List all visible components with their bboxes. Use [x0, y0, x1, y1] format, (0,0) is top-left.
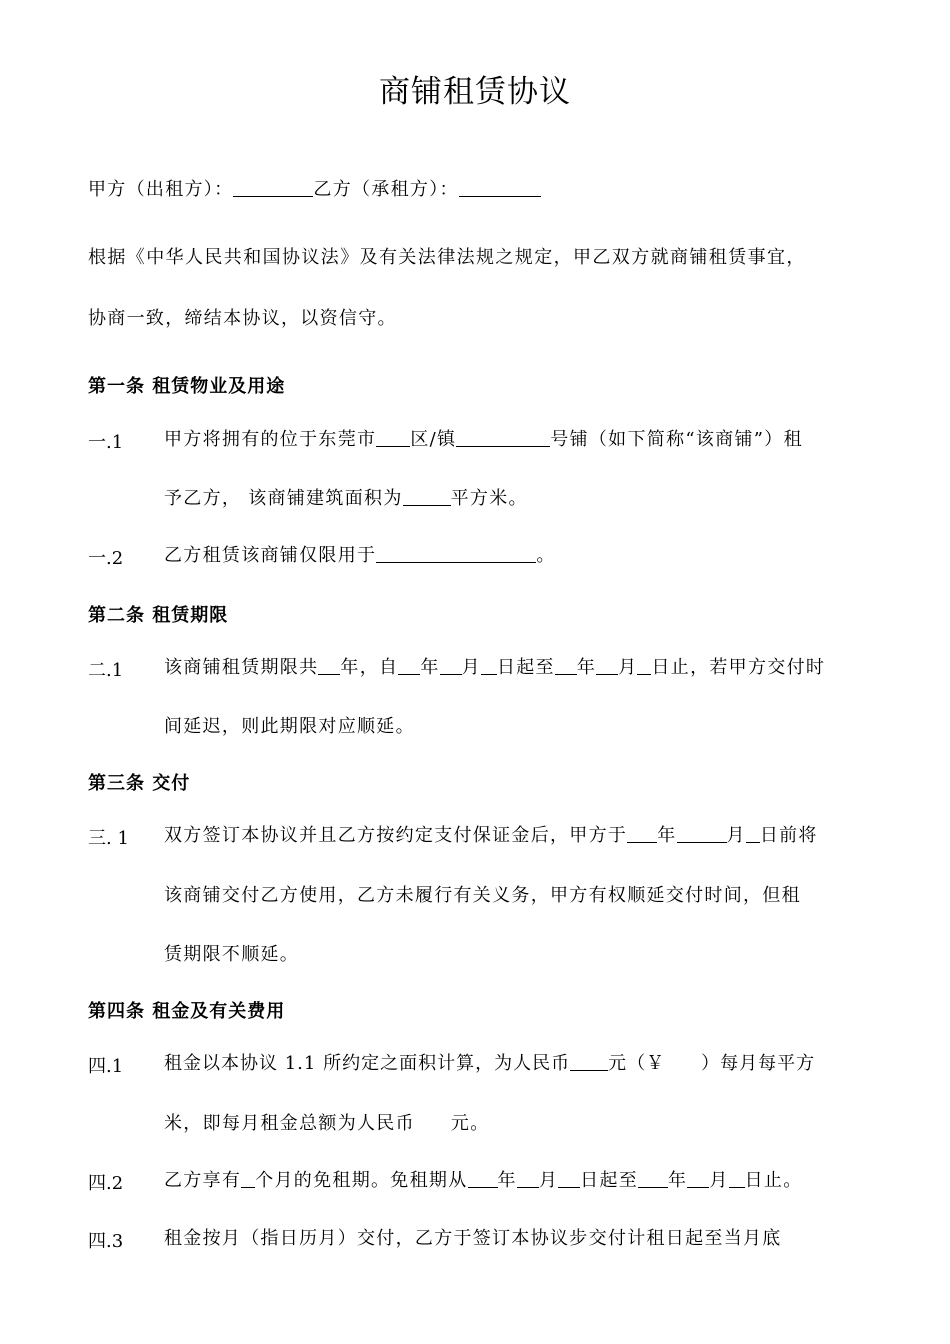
start-month-blank[interactable]: [440, 656, 462, 675]
clause-text: 乙方享有: [164, 1170, 242, 1191]
clause-3-1-line-3: 赁期限不顺延。: [164, 944, 300, 965]
clause-3-1-line-2: 该商铺交付乙方使用，乙方未履行有关义务，甲方有权顺延交付时间，但租: [164, 885, 801, 906]
preamble-line-2: 协商一致，缔结本协议，以资信守。: [88, 308, 397, 329]
article-2-heading: 第二条 租赁期限: [88, 605, 229, 626]
clause-4-1-line-1: [164, 1052, 815, 1076]
end-year-blank[interactable]: [555, 656, 577, 675]
rent-rate-blank[interactable]: [570, 1052, 608, 1071]
clause-1-2-line-1: [164, 544, 556, 568]
clause-text: 月: [538, 1170, 559, 1191]
clause-text: 日起至: [496, 657, 555, 678]
start-day-blank[interactable]: [481, 656, 497, 675]
clause-text: 日起至: [580, 1170, 639, 1191]
clause-text: 月: [709, 1170, 729, 1191]
party-b-blank[interactable]: [459, 178, 541, 197]
clause-3-1-number: 三. 1: [88, 828, 129, 849]
district-blank[interactable]: [376, 428, 410, 447]
delivery-year-blank[interactable]: [627, 824, 657, 843]
clause-text: 年: [420, 657, 440, 678]
clause-text: 双方签订本协议并且乙方按约定支付保证金后，甲方于: [164, 825, 628, 846]
free-end-month-blank[interactable]: [687, 1169, 709, 1188]
free-start-day-blank[interactable]: [558, 1169, 580, 1188]
free-end-year-blank[interactable]: [638, 1169, 668, 1188]
clause-text: 年: [657, 825, 677, 846]
party-a-blank[interactable]: [233, 178, 313, 197]
clause-text: 日前将: [759, 825, 818, 846]
end-day-blank[interactable]: [637, 656, 651, 675]
clause-text: 个月的免租期。免租期从: [255, 1170, 468, 1191]
clause-text: 年: [576, 657, 597, 678]
document-title: 商铺租赁协议: [379, 74, 571, 110]
clause-4-2-number: 四.2: [88, 1173, 124, 1194]
free-start-year-blank[interactable]: [468, 1169, 498, 1188]
start-year-blank[interactable]: [398, 656, 420, 675]
delivery-month-blank[interactable]: [677, 824, 727, 843]
clause-text: 元。: [450, 1113, 490, 1134]
party-a-label: 甲方（出租方）：: [88, 179, 234, 200]
clause-4-1-number: 四.1: [88, 1056, 124, 1077]
clause-text: 日止。: [744, 1170, 803, 1191]
shop-number-blank[interactable]: [456, 428, 550, 447]
end-month-blank[interactable]: [596, 656, 618, 675]
clause-text: 年，自: [340, 657, 399, 678]
clause-2-1-number: 二.1: [88, 660, 124, 681]
clause-3-1-line-1: [164, 824, 818, 848]
clause-1-1-line-1: [164, 428, 803, 452]
clause-text: 米，即每月租金总额为人民币: [164, 1113, 415, 1134]
clause-text: 租金以本协议 1.1 所约定之面积计算，为人民币: [164, 1053, 571, 1074]
clause-text: 月: [726, 825, 746, 846]
area-blank[interactable]: [403, 487, 451, 506]
clause-text: 元（￥: [608, 1053, 666, 1074]
clause-text: 该商铺租赁期限共: [164, 657, 319, 678]
clause-text: 甲方将拥有的位于东莞市: [164, 429, 377, 450]
clause-text: 月: [461, 657, 481, 678]
term-years-blank[interactable]: [318, 656, 340, 675]
clause-2-1-line-2: 间延迟，则此期限对应顺延。: [164, 716, 415, 737]
clause-text: 日止，若甲方交付时: [651, 657, 826, 678]
preamble-line-1: 根据《中华人民共和国协议法》及有关法律法规之规定，甲乙双方就商铺租赁事宜，: [88, 247, 806, 268]
clause-text: 年: [668, 1170, 688, 1191]
parties-line: [88, 178, 541, 202]
clause-4-2-line-1: [164, 1169, 803, 1193]
clause-text: 年: [497, 1170, 517, 1191]
clause-4-1-line-2: [164, 1112, 490, 1136]
clause-4-3-line-1: 租金按月（指日历月）交付，乙方于签订本协议步交付计租日起至当月底: [164, 1228, 782, 1249]
clause-text: 。: [536, 545, 556, 566]
clause-1-1-line-2: [164, 487, 528, 511]
party-b-label: 乙方（承租方）：: [313, 179, 459, 200]
clause-1-2-number: 一.2: [88, 548, 124, 569]
free-months-blank[interactable]: [241, 1169, 255, 1188]
clause-4-3-number: 四.3: [88, 1231, 124, 1252]
clause-text: 月: [618, 657, 638, 678]
article-4-heading: 第四条 租金及有关费用: [88, 1001, 286, 1022]
clause-text: 乙方租赁该商铺仅限用于: [164, 545, 377, 566]
free-start-month-blank[interactable]: [517, 1169, 539, 1188]
article-1-heading: 第一条 租赁物业及用途: [88, 376, 286, 397]
clause-text: 号铺（如下简称“该商铺”）租: [550, 429, 803, 450]
clause-text: ）每月每平方: [701, 1053, 816, 1074]
clause-1-1-number: 一.1: [88, 432, 124, 453]
clause-text: 平方米。: [450, 488, 528, 509]
clause-text: 区/镇: [410, 429, 457, 450]
usage-blank[interactable]: [376, 544, 536, 563]
clause-text: 予乙方， 该商铺建筑面积为: [164, 488, 403, 509]
delivery-day-blank[interactable]: [746, 824, 760, 843]
free-end-day-blank[interactable]: [729, 1169, 745, 1188]
clause-2-1-line-1: [164, 656, 825, 680]
article-3-heading: 第三条 交付: [88, 773, 191, 794]
